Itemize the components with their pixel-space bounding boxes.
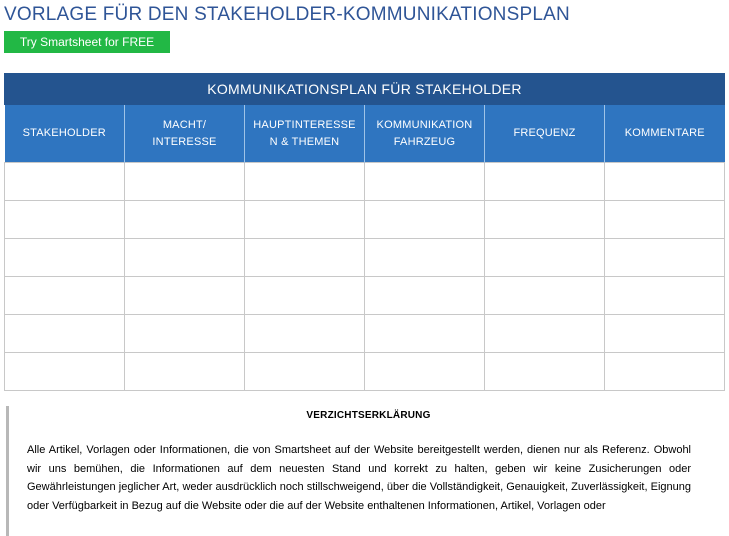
table-cell[interactable] [485,201,605,239]
table-cell[interactable] [5,163,125,201]
header-row [5,105,725,163]
table-cell[interactable] [365,315,485,353]
table-cell[interactable] [485,163,605,201]
table-row [5,315,725,353]
disclaimer-body: Alle Artikel, Vorlagen oder Informationen, die von Smartsheet auf der Website bereitgestellt werden, dienen nur als Referenz. Obwohl wir uns bemühen, die Informationen auf dem neuesten Stand und korrekt zu halten, geben wir keine Zusicherungen oder Gewährleistungen jeglicher Art, weder ausdrücklich noch stillschweigend, über die Vollständigkeit, Genauigkeit, Zuverlässigkeit, Eignung oder Verfügbarkeit in Bezug auf die Website oder die auf der Website enthaltenen Informationen, Artikel, Vorlagen oder [27,444,691,512]
col-header-frequenz: FREQUENZ [485,105,605,163]
table-cell[interactable] [365,277,485,315]
table-cell[interactable] [365,201,485,239]
col-header-kommunikation: KOMMUNIKATION FAHRZEUG [365,105,485,163]
table-cell[interactable] [485,315,605,353]
communication-plan-table [4,105,725,391]
table-cell[interactable] [365,353,485,391]
table-cell[interactable] [605,277,725,315]
table-cell[interactable] [245,277,365,315]
page-title: VORLAGE FÜR DEN STAKEHOLDER-KOMMUNIKATIONSPLAN [4,4,570,25]
table-row [5,277,725,315]
table-cell[interactable] [365,239,485,277]
col-header-macht-interesse: MACHT/ INTERESSE [125,105,245,163]
table-cell[interactable] [485,353,605,391]
col-header-hauptinteressen: HAUPTINTERESSE N & THEMEN [245,105,365,163]
col-header-stakeholder: STAKEHOLDER [5,105,125,163]
table-cell[interactable] [5,201,125,239]
table-cell[interactable] [245,163,365,201]
table-cell[interactable] [485,277,605,315]
table-cell[interactable] [245,239,365,277]
table-cell[interactable] [485,239,605,277]
table-cell[interactable] [125,201,245,239]
table-cell[interactable] [605,353,725,391]
table-cell[interactable] [245,315,365,353]
table-cell[interactable] [245,201,365,239]
table-cell[interactable] [5,277,125,315]
col-header-kommentare: KOMMENTARE [605,105,725,163]
table-cell[interactable] [245,353,365,391]
table-cell[interactable] [605,201,725,239]
table-cell[interactable] [125,277,245,315]
table-title: KOMMUNIKATIONSPLAN FÜR STAKEHOLDER [4,73,725,105]
table-cell[interactable] [125,315,245,353]
table-row [5,201,725,239]
table-row [5,353,725,391]
table-cell[interactable] [125,353,245,391]
table-cell[interactable] [125,239,245,277]
disclaimer-title: VERZICHTSERKLÄRUNG [306,410,431,421]
table-cell[interactable] [5,315,125,353]
try-smartsheet-button[interactable]: Try Smartsheet for FREE [4,31,170,53]
table-cell[interactable] [365,163,485,201]
table-cell[interactable] [605,239,725,277]
table-cell[interactable] [605,315,725,353]
table-row [5,163,725,201]
table-cell[interactable] [5,353,125,391]
table-cell[interactable] [605,163,725,201]
table-cell[interactable] [5,239,125,277]
table-row [5,239,725,277]
table-cell[interactable] [125,163,245,201]
disclaimer-box [6,406,728,536]
